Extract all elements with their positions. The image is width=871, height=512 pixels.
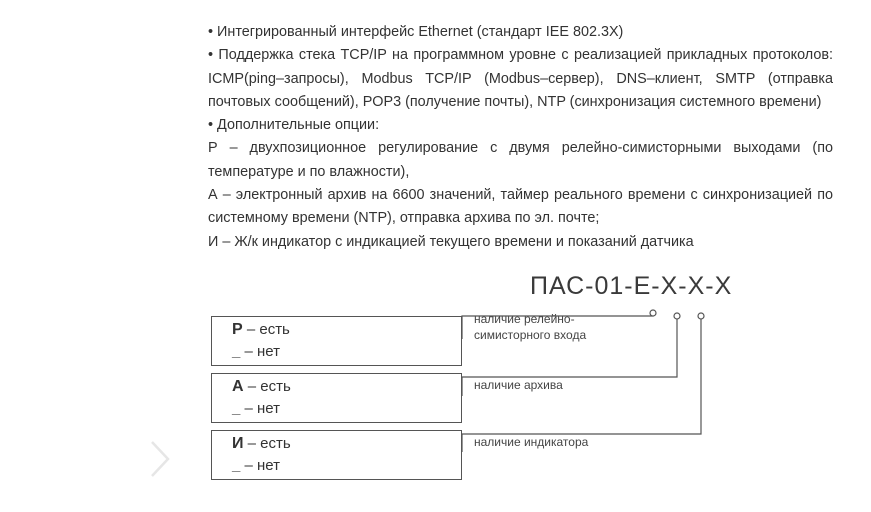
caption-relay xyxy=(474,311,586,343)
option-no-row xyxy=(232,343,280,360)
caption-indicator-line1: наличие индикатора xyxy=(474,435,589,449)
option-no-row xyxy=(232,457,280,474)
feature-options-heading: • Дополнительные опции: xyxy=(208,117,380,134)
option-yes-row xyxy=(232,321,290,339)
caption-archive-line1: наличие архива xyxy=(474,378,563,392)
option-yes-text: – есть xyxy=(243,378,291,395)
option-yes-row xyxy=(232,435,291,453)
option-blank: _ xyxy=(232,343,241,360)
option-blank: _ xyxy=(232,457,241,474)
caption-indicator xyxy=(474,434,588,450)
option-yes-row xyxy=(232,378,291,396)
option-yes-text: – есть xyxy=(242,321,290,338)
feature-tcpip: • Поддержка стека TCP/IP на программном уровне с реализацией прикладных протоколов: ICMP(ping–запросы), Modbus TCP/IP (Modbus–сервер), DNS–клиент, SMTP (отправка почтовых сообщений), POP3 (получение почты), NTP (синхронизация системного времени) xyxy=(208,47,833,110)
connector-dot-relay xyxy=(650,310,656,316)
caption-archive xyxy=(474,377,563,393)
model-code: ПАС-01-Е-Х-Х-Х xyxy=(530,272,733,300)
option-r-description: Р – двухпозиционное регулирование с двумя релейно-симисторными выходами (по температуре и по влажности), xyxy=(208,140,833,180)
option-blank: _ xyxy=(232,400,241,417)
option-no-text: – нет xyxy=(240,343,281,360)
option-box-indicator xyxy=(211,430,462,480)
connector-dot-archive xyxy=(674,313,680,319)
option-no-text: – нет xyxy=(240,400,281,417)
option-letter: И xyxy=(232,435,244,452)
option-i-description: И – Ж/к индикатор с индикацией текущего времени и показаний датчика xyxy=(208,233,694,250)
caption-relay-line1: наличие релейно- xyxy=(474,312,575,326)
option-no-text: – нет xyxy=(240,457,281,474)
option-no-row xyxy=(232,400,280,417)
option-box-relay xyxy=(211,316,462,366)
option-letter: Р xyxy=(232,321,243,338)
connector-dot-indicator xyxy=(698,313,704,319)
option-yes-text: – есть xyxy=(243,435,291,452)
chevron-right-icon[interactable] xyxy=(148,440,172,478)
feature-ethernet: • Интегрированный интерфейс Ethernet (стандарт IEE 802.3X) xyxy=(208,24,624,40)
option-box-archive xyxy=(211,373,462,423)
caption-relay-line2: симисторного входа xyxy=(474,328,587,342)
option-a-description: А – электронный архив на 6600 значений, таймер реального времени с синхронизацией по системному времени (NTP), отправка архива по эл. почте; xyxy=(208,187,833,227)
option-letter: А xyxy=(232,378,244,395)
